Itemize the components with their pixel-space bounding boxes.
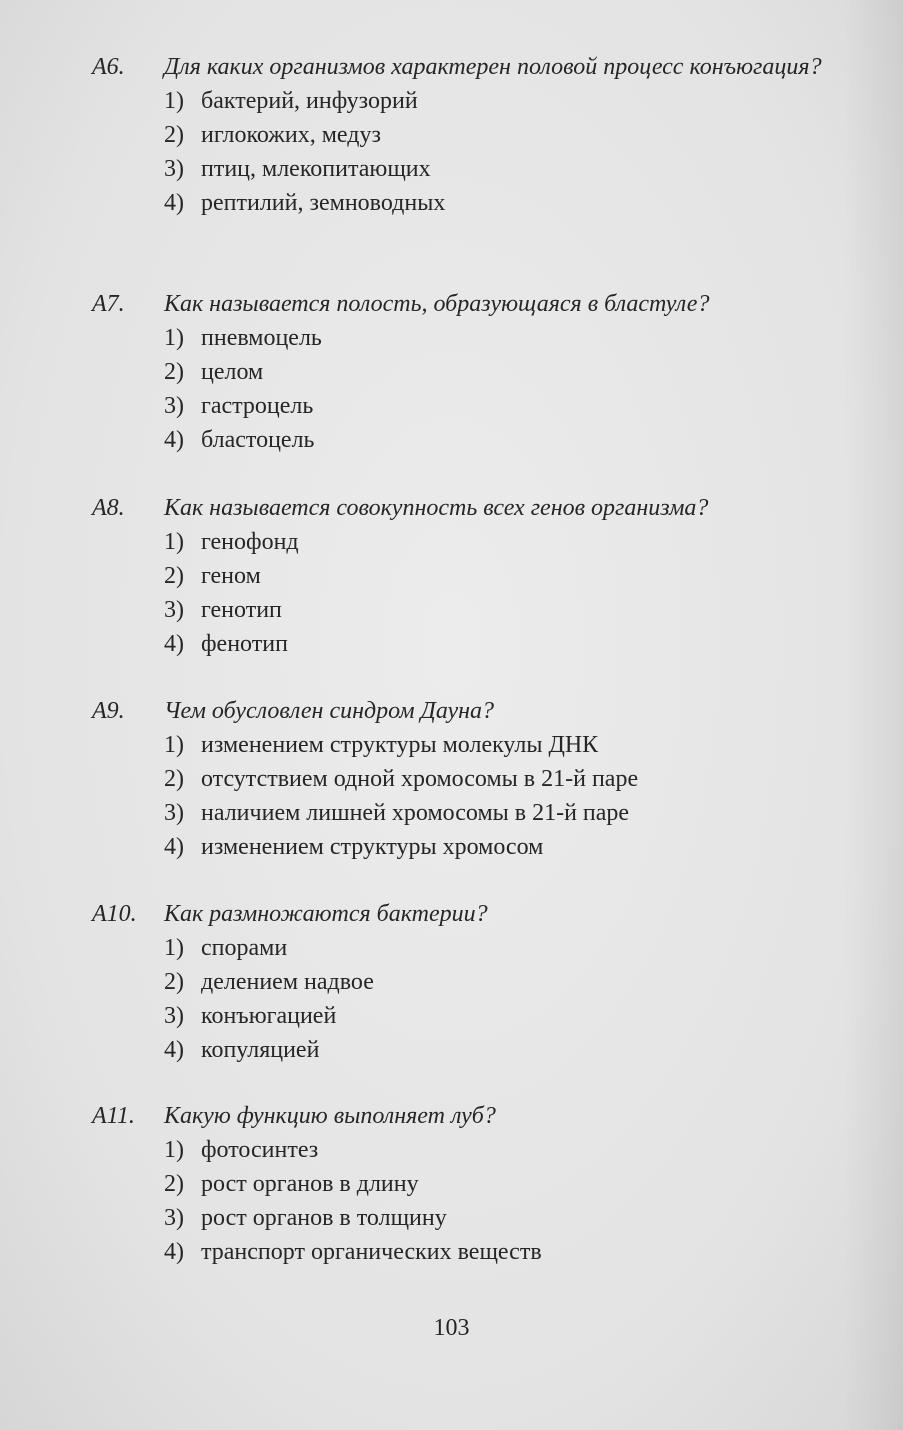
answer-option — [164, 965, 852, 999]
option-text: делением надвое — [201, 969, 374, 995]
question-a6 — [92, 50, 852, 220]
question-number: А9. — [92, 698, 125, 724]
option-text: гастроцель — [201, 393, 314, 419]
question-text: Какую функцию выполняет луб? — [164, 1103, 496, 1129]
option-text: бактерий, инфузорий — [201, 88, 418, 114]
answer-option — [164, 423, 852, 457]
question-heading — [92, 897, 852, 931]
option-text: пневмоцель — [201, 325, 322, 351]
answer-option — [164, 559, 852, 593]
answer-option — [164, 1167, 852, 1201]
answer-option — [164, 728, 852, 762]
option-text: копуляцией — [201, 1037, 320, 1063]
answer-options — [92, 525, 852, 661]
question-heading — [92, 287, 852, 321]
answer-options — [92, 931, 852, 1067]
question-a9 — [92, 694, 852, 864]
page-number: 103 — [433, 1315, 470, 1341]
answer-option — [164, 931, 852, 965]
option-number: 2) — [164, 563, 184, 589]
option-number: 3) — [164, 393, 184, 419]
option-text: бластоцель — [201, 427, 315, 453]
option-number: 2) — [164, 122, 184, 148]
option-number: 4) — [164, 1239, 184, 1265]
option-number: 3) — [164, 800, 184, 826]
option-text: изменением структуры молекулы ДНК — [201, 732, 599, 758]
option-number: 1) — [164, 935, 184, 961]
option-number: 4) — [164, 427, 184, 453]
answer-option — [164, 796, 852, 830]
option-number: 4) — [164, 190, 184, 216]
option-number: 1) — [164, 529, 184, 555]
answer-option — [164, 999, 852, 1033]
answer-option — [164, 118, 852, 152]
answer-option — [164, 321, 852, 355]
option-number: 3) — [164, 597, 184, 623]
option-number: 3) — [164, 1003, 184, 1029]
answer-option — [164, 152, 852, 186]
option-text: геном — [201, 563, 261, 589]
option-text: рост органов в толщину — [201, 1205, 447, 1231]
option-text: фотосинтез — [201, 1137, 319, 1163]
option-number: 3) — [164, 156, 184, 182]
question-number: А7. — [92, 291, 125, 317]
option-number: 1) — [164, 88, 184, 114]
question-number: А11. — [92, 1103, 135, 1129]
question-a8 — [92, 491, 852, 661]
option-number: 2) — [164, 359, 184, 385]
question-a7 — [92, 287, 852, 457]
answer-option — [164, 1235, 852, 1269]
answer-options — [92, 1133, 852, 1269]
answer-option — [164, 762, 852, 796]
question-heading — [92, 491, 852, 525]
answer-option — [164, 186, 852, 220]
answer-option — [164, 525, 852, 559]
answer-option — [164, 627, 852, 661]
answer-option — [164, 830, 852, 864]
answer-option — [164, 355, 852, 389]
answer-option — [164, 84, 852, 118]
option-text: рептилий, земноводных — [201, 190, 446, 216]
option-number: 3) — [164, 1205, 184, 1231]
option-text: транспорт органических веществ — [201, 1239, 542, 1265]
question-a11 — [92, 1099, 852, 1269]
question-text: Как называется полость, образующаяся в бластуле? — [164, 291, 710, 317]
answer-option — [164, 1133, 852, 1167]
question-number: А6. — [92, 54, 125, 80]
answer-option — [164, 389, 852, 423]
option-number: 1) — [164, 1137, 184, 1163]
option-text: конъюгацией — [201, 1003, 337, 1029]
option-text: птиц, млекопитающих — [201, 156, 431, 182]
question-number: А10. — [92, 901, 137, 927]
option-number: 1) — [164, 732, 184, 758]
option-number: 1) — [164, 325, 184, 351]
answer-option — [164, 1201, 852, 1235]
option-text: фенотип — [201, 631, 288, 657]
option-text: наличием лишней хромосомы в 21-й паре — [201, 800, 630, 826]
option-text: рост органов в длину — [201, 1171, 419, 1197]
question-number: А8. — [92, 495, 125, 521]
option-number: 2) — [164, 1171, 184, 1197]
answer-option — [164, 593, 852, 627]
option-text: изменением структуры хромосом — [201, 834, 544, 860]
option-number: 2) — [164, 969, 184, 995]
option-number: 2) — [164, 766, 184, 792]
answer-options — [92, 728, 852, 864]
question-text: Для каких организмов характерен половой процесс конъюгация? — [164, 54, 822, 80]
question-heading — [92, 694, 852, 728]
answer-options — [92, 321, 852, 457]
option-text: отсутствием одной хромосомы в 21-й паре — [201, 766, 639, 792]
question-heading — [92, 50, 852, 84]
option-text: целом — [201, 359, 264, 385]
question-text: Как называется совокупность всех генов организма? — [164, 495, 709, 521]
option-number: 4) — [164, 1037, 184, 1063]
option-text: генотип — [201, 597, 282, 623]
option-text: генофонд — [201, 529, 299, 555]
question-text: Как размножаются бактерии? — [164, 901, 488, 927]
option-text: спорами — [201, 935, 288, 961]
answer-options — [92, 84, 852, 220]
option-text: иглокожих, медуз — [201, 122, 381, 148]
question-heading — [92, 1099, 852, 1133]
option-number: 4) — [164, 834, 184, 860]
question-a10 — [92, 897, 852, 1067]
option-number: 4) — [164, 631, 184, 657]
answer-option — [164, 1033, 852, 1067]
question-text: Чем обусловлен синдром Дауна? — [164, 698, 495, 724]
page-edge-shadow — [843, 0, 903, 1430]
